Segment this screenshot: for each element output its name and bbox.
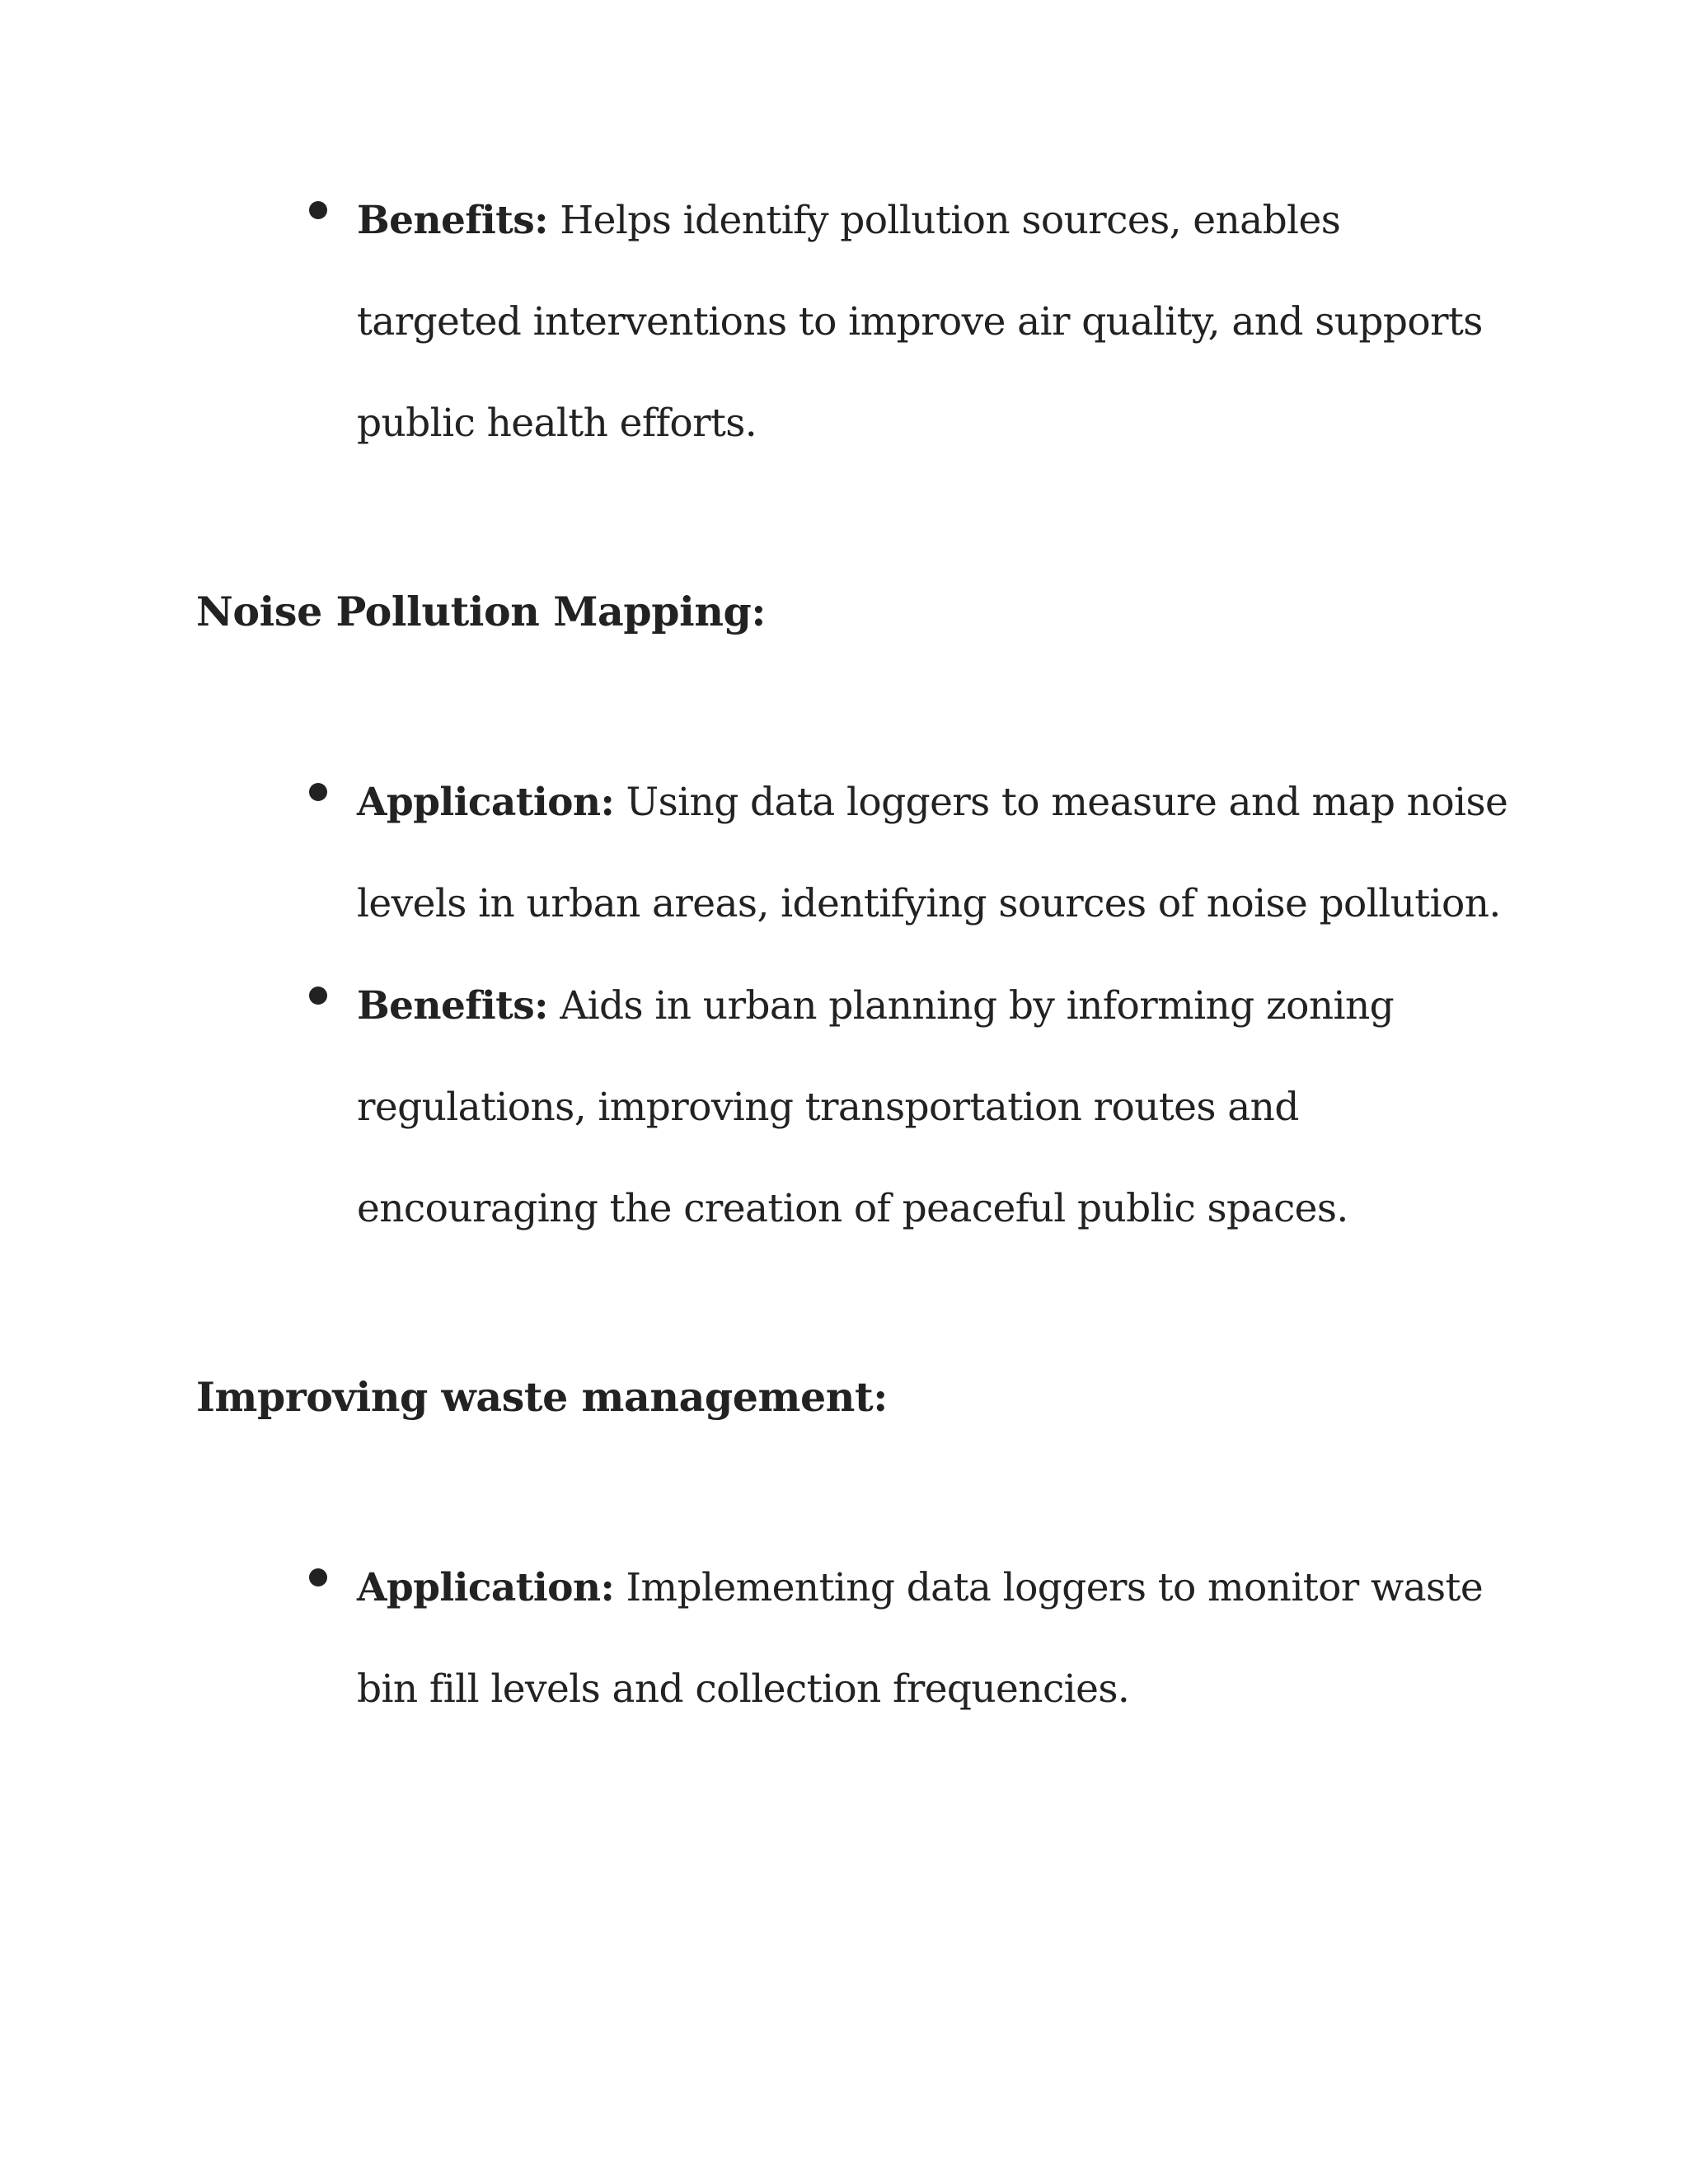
list-item-body: Using data loggers to measure and map noise levels in urban areas, identifying sources of noise pollution. xyxy=(357,780,1508,926)
bullet-icon xyxy=(309,1568,327,1586)
list-item-text xyxy=(357,170,1511,474)
list-item-label: Application: xyxy=(357,780,615,825)
bullet-icon xyxy=(309,783,327,801)
list-item-body: Aids in urban planning by informing zoning regulations, improving transportation routes and encouraging the creation of peaceful public spaces. xyxy=(357,983,1395,1231)
list-item-label: Benefits: xyxy=(357,983,548,1029)
list-item-text xyxy=(357,1537,1511,1740)
list-item-body: Helps identify pollution sources, enables targeted interventions to improve air quality, and supports public health efforts. xyxy=(357,198,1483,446)
list-item-text xyxy=(357,752,1511,954)
section-heading-waste: Improving waste management: xyxy=(196,1373,888,1421)
bullet-icon xyxy=(309,201,327,219)
list-item-label: Application: xyxy=(357,1565,615,1610)
section-heading-noise: Noise Pollution Mapping: xyxy=(196,588,767,635)
bullet-icon xyxy=(309,987,327,1005)
list-item-text xyxy=(357,955,1511,1259)
list-item-body: Implementing data loggers to monitor waste bin fill levels and collection frequencies. xyxy=(357,1565,1484,1712)
list-item-label: Benefits: xyxy=(357,198,548,243)
